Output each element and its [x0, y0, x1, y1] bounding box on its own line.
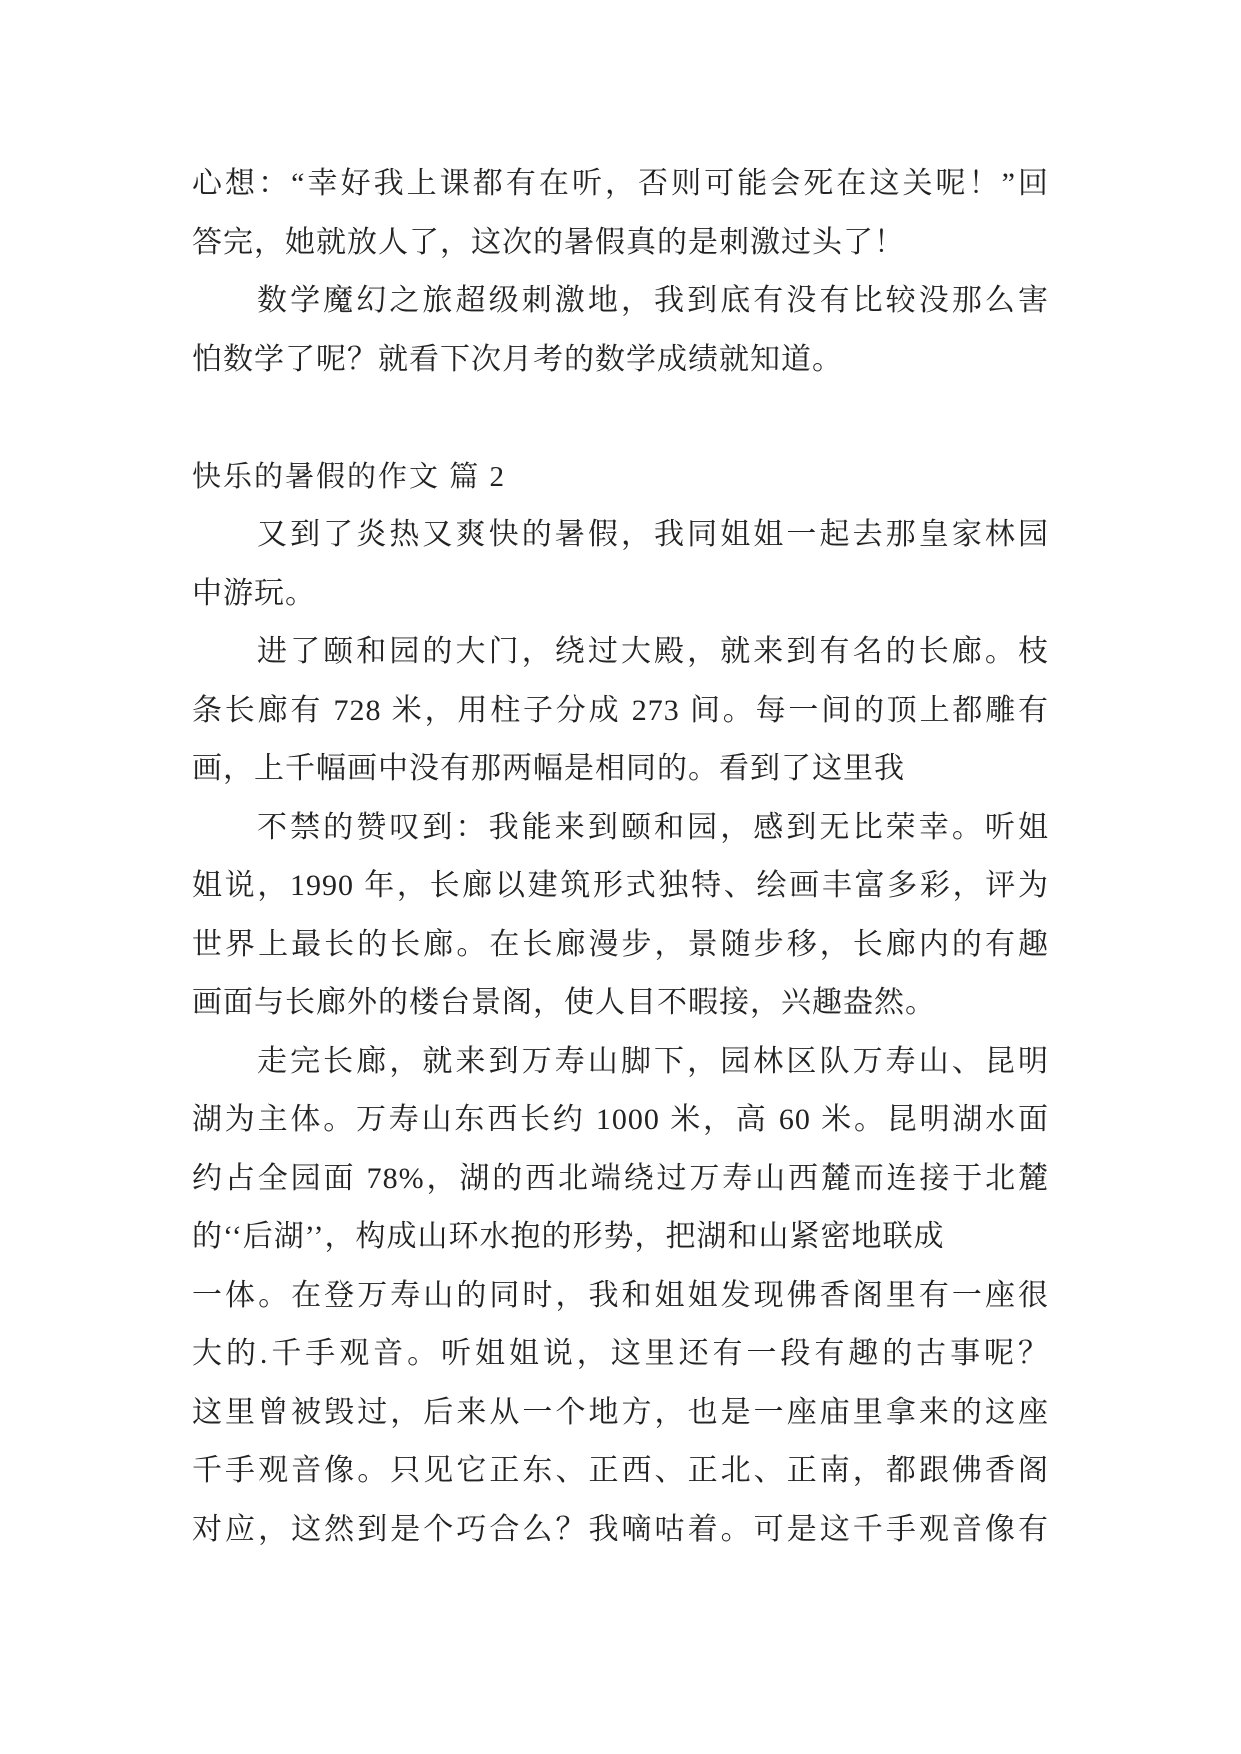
text-line [192, 155, 1049, 214]
text-line [192, 565, 1049, 624]
text-line [192, 1150, 1049, 1209]
text-line [192, 506, 1049, 565]
text-line [192, 1384, 1049, 1443]
text-line-content: 画，上千幅画中没有那两幅是相同的。看到了这里我 [192, 752, 905, 785]
text-line-content: 答完，她就放人了，这次的暑假真的是刺激过头了！ [192, 225, 905, 259]
text-line [192, 623, 1049, 682]
text-line [192, 1091, 1049, 1150]
text-line-content: 走完长廊，就来到万寿山脚下，园林区队万寿山、昆明 [257, 1044, 1049, 1078]
paragraph [192, 799, 1049, 1033]
text-line-content: 中游玩。 [192, 576, 316, 610]
text-line-content: 一体。在登万寿山的同时，我和姐姐发现佛香阁里有一座很 [192, 1278, 1049, 1312]
text-line [192, 1325, 1049, 1384]
paragraph [192, 506, 1049, 623]
paragraph [192, 623, 1049, 799]
text-line [192, 740, 1049, 799]
text-line [192, 1033, 1049, 1092]
text-line-content: 这里曾被毁过，后来从一个地方，也是一座庙里拿来的这座 [192, 1395, 1049, 1429]
continued-paragraph [192, 155, 1049, 272]
text-line-content: 怕数学了呢？就看下次月考的数学成绩就知道。 [192, 342, 843, 376]
text-line-content: 的‘‘后湖’’，构成山环水抱的形势，把湖和山紧密地联成 [192, 1220, 945, 1253]
text-line [192, 974, 1049, 1033]
text-line [192, 1267, 1049, 1326]
text-line-content: 约占全园面 78%，湖的西北端绕过万寿山西麓而连接于北麓 [192, 1161, 1049, 1195]
text-line-content: 心想：“幸好我上课都有在听，否则可能会死在这关呢！”回 [192, 167, 1049, 200]
text-line-content: 不禁的赞叹到：我能来到颐和园，感到无比荣幸。听姐 [257, 810, 1049, 844]
text-line-content: 大的.千手观音。听姐姐说，这里还有一段有趣的古事呢？ [192, 1337, 1049, 1370]
paragraph [192, 1033, 1049, 1560]
text-line-content: 对应，这然到是个巧合么？我嘀咕着。可是这千手观音像有 [192, 1512, 1049, 1546]
essay-title: 快乐的暑假的作文 篇 2 [192, 460, 507, 493]
document-page [192, 155, 1049, 1559]
text-line-content: 姐说，1990 年，长廊以建筑形式独特、绘画丰富多彩，评为 [192, 869, 1049, 902]
text-line [192, 799, 1049, 858]
text-line [192, 916, 1049, 975]
text-line [192, 857, 1049, 916]
text-line [192, 1442, 1049, 1501]
paragraph [192, 272, 1049, 389]
text-line-content: 千手观音像。只见它正东、正西、正北、正南，都跟佛香阁 [192, 1454, 1049, 1487]
text-line [192, 214, 1049, 273]
text-line-content: 数学魔幻之旅超级刺激地，我到底有没有比较没那么害 [257, 284, 1049, 317]
text-line-content: 进了颐和园的大门，绕过大殿，就来到有名的长廊。枝 [257, 635, 1049, 668]
essay-body [192, 506, 1049, 1559]
text-line [192, 331, 1049, 390]
text-line-content: 又到了炎热又爽快的暑假，我同姐姐一起去那皇家林园 [257, 518, 1049, 551]
text-line [192, 1208, 1049, 1267]
text-line-content: 画面与长廊外的楼台景阁，使人目不暇接，兴趣盎然。 [192, 986, 936, 1019]
text-line-content: 湖为主体。万寿山东西长约 1000 米，高 60 米。昆明湖水面 [192, 1103, 1049, 1136]
text-line [192, 1501, 1049, 1560]
text-line [192, 682, 1049, 741]
text-line-content: 条长廊有 728 米，用柱子分成 273 间。每一间的顶上都雕有 [192, 693, 1049, 727]
text-line [192, 272, 1049, 331]
text-line-content: 世界上最长的长廊。在长廊漫步，景随步移，长廊内的有趣 [192, 927, 1049, 961]
